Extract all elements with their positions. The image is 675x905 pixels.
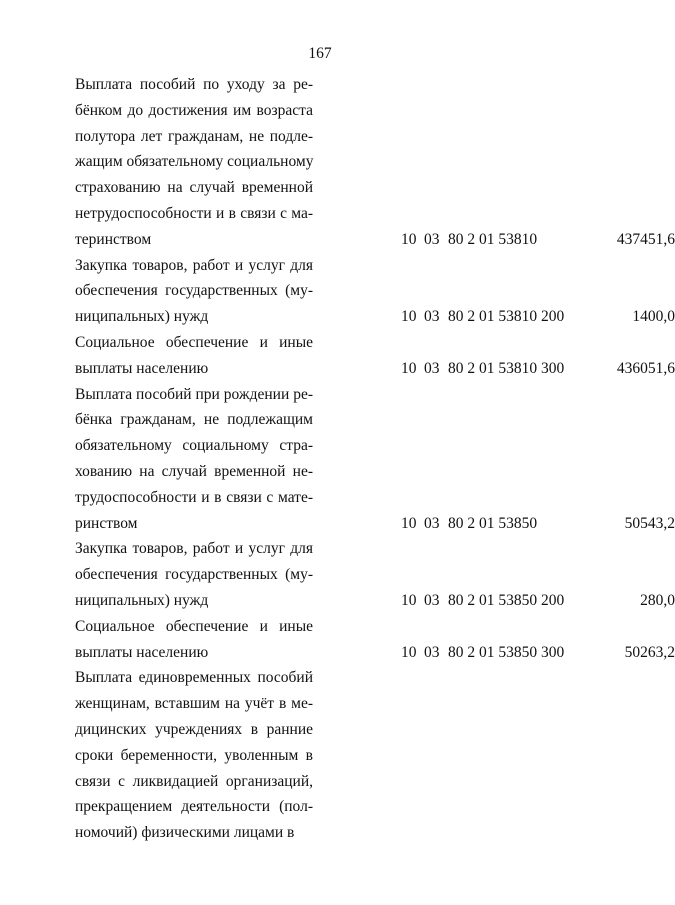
section-code: 10 [401,591,417,609]
subsection-code: 03 [424,308,440,326]
budget-table [0,72,675,846]
expense-type-code: 300 [541,643,565,661]
row-description-line: бёнка гражданам, не подлежащим [75,411,313,429]
article-code: 80 2 01 53850 [448,643,538,661]
row-description-line: страхованию на случай временной [75,179,313,197]
row-description-line: женщинам, вставшим на учёт в ме- [75,695,313,713]
row-description-line: хованию на случай временной не- [75,462,313,480]
table-row [0,382,675,537]
subsection-code: 03 [424,359,440,377]
section-code: 10 [401,514,417,532]
row-description-line: бёнком до достижения им возраста [75,101,313,119]
amount-value: 436051,6 [616,359,675,377]
section-code: 10 [401,643,417,661]
expense-type-code: 200 [541,308,565,326]
expense-type-code: 300 [541,359,565,377]
amount-value: 50263,2 [624,643,675,661]
row-description-line: ниципальных) нужд 10 03 80 2 01 53850 200 280,0 [75,588,313,614]
row-description-line: Социальное обеспечение и иные [75,617,313,635]
row-description-line: дицинских учреждениях в ранние [75,720,313,738]
row-description-line: полутора лет гражданам, не подле- [75,127,313,145]
row-description-line: Выплата единовременных пособий [75,669,313,687]
article-code: 80 2 01 53810 [448,230,538,248]
row-description-line: обязательному социальному стра- [75,437,313,455]
row-description-line: выплаты населению 10 03 80 2 01 53850 300 50263,2 [75,640,313,666]
section-code: 10 [401,359,417,377]
row-description-line: ниципальных) нужд 10 03 80 2 01 53810 200 1400,0 [75,304,313,330]
row-description-line: Закупка товаров, работ и услуг для [75,256,313,274]
section-code: 10 [401,308,417,326]
amount-value: 1400,0 [632,308,675,326]
amount-value: 437451,6 [616,230,675,248]
article-code: 80 2 01 53810 [448,359,538,377]
amount-value: 280,0 [640,591,675,609]
row-description-line: номочий) физическими лицами в [75,820,313,846]
article-code: 80 2 01 53850 [448,591,538,609]
row-description-line: Выплата пособий по уходу за ре- [75,76,313,93]
table-row [0,665,640,846]
page-number: 167 [308,45,332,62]
article-code: 80 2 01 53810 [448,308,538,326]
amount-value [575,820,675,846]
table-row [0,614,675,666]
row-description-line: Выплата пособий при рождении ре- [75,385,313,403]
table-row [0,330,675,382]
row-description-line: нетрудоспособности и в связи с ма- [75,204,313,222]
row-description-line: обеспечения государственных (му- [75,566,313,584]
subsection-code: 03 [424,643,440,661]
article-code: 80 2 01 53850 [448,514,538,532]
subsection-code: 03 [424,230,440,248]
row-description-line: Закупка товаров, работ и услуг для [75,540,313,558]
row-description-line: связи с ликвидацией организаций, [75,772,313,790]
section-code: 10 [401,230,417,248]
row-description-line: ринством 10 03 80 2 01 53850 50543,2 [75,511,313,537]
row-description-line: Социальное обеспечение и иные [75,333,313,351]
row-description-line: обеспечения государственных (му- [75,282,313,300]
subsection-code: 03 [424,591,440,609]
table-row [0,72,675,253]
row-description-line: сроки беременности, уволенным в [75,746,313,764]
row-description-line: жащим обязательному социальному [75,153,314,171]
row-description-line: трудоспособности и в связи с мате- [75,488,313,506]
amount-value: 50543,2 [624,514,675,532]
table-row [0,536,675,613]
table-row [0,253,675,330]
row-description-line: выплаты населению 10 03 80 2 01 53810 300 436051,6 [75,356,313,382]
subsection-code: 03 [424,514,440,532]
expense-type-code: 200 [541,591,565,609]
row-description-line: прекращением деятельности (пол- [75,798,313,816]
row-description-line: теринством 10 03 80 2 01 53810 437451,6 [75,227,313,253]
